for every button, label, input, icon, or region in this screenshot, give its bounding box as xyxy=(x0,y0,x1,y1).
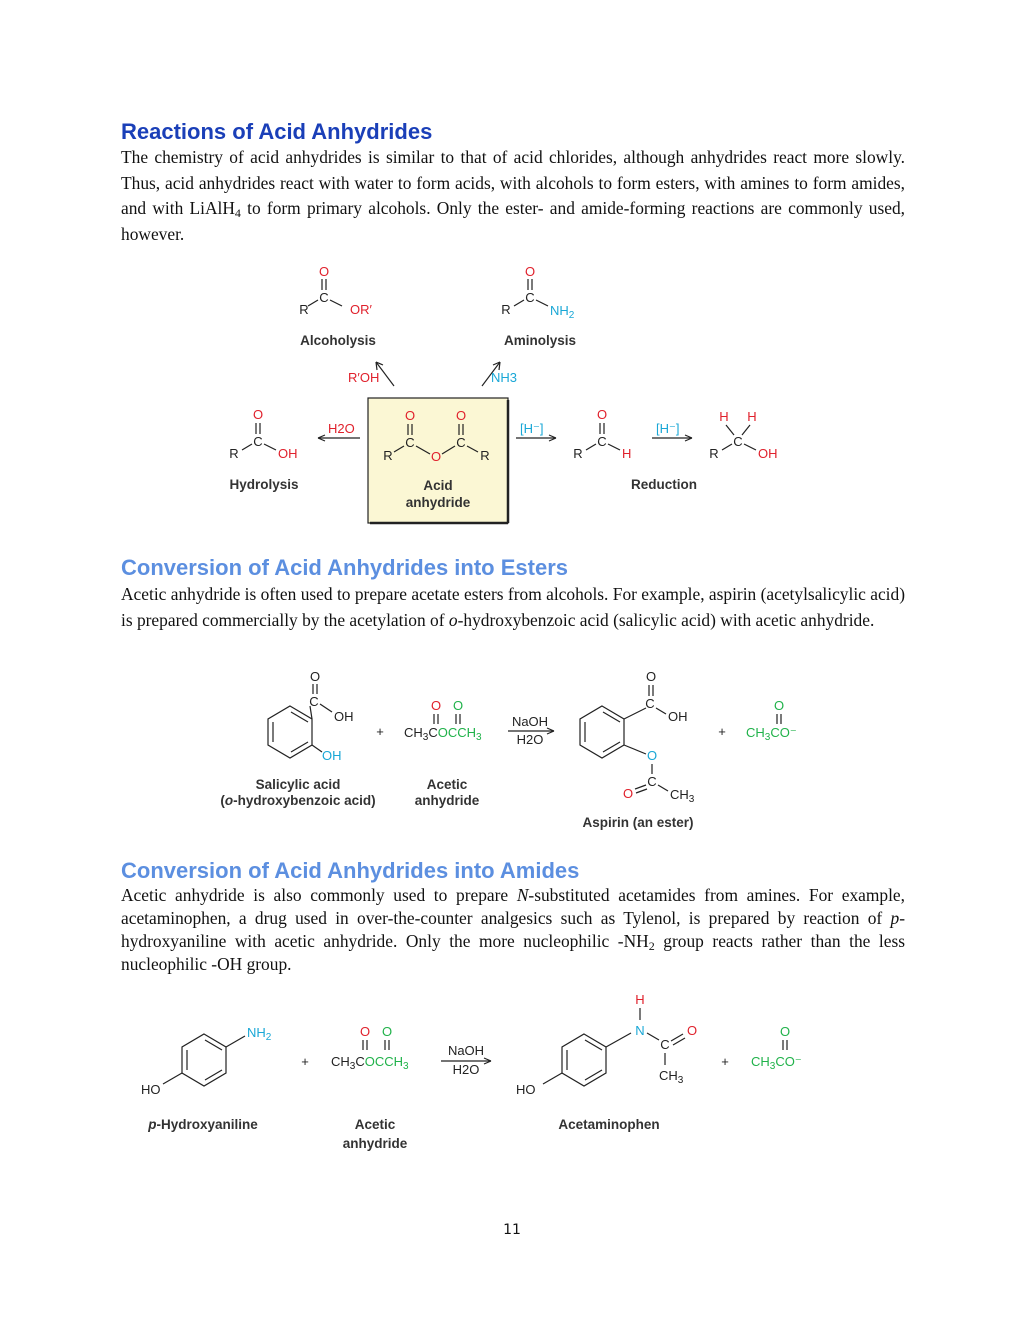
svg-text:R: R xyxy=(480,448,490,463)
svg-text:CH3COCCH3: $CH_3COCCH_3$ xyxy=(404,725,482,743)
italic-p: p xyxy=(890,908,900,928)
subscript: 2 xyxy=(648,939,655,953)
label-acid: Acid xyxy=(423,478,453,493)
acetaminophen-structure xyxy=(516,992,697,1097)
reagent-hydride-2: [H⁻] xyxy=(656,421,680,436)
svg-text:OH: OH xyxy=(322,748,342,763)
svg-text:O: O xyxy=(318,264,330,279)
svg-text:C: C xyxy=(647,774,657,789)
section-esters xyxy=(121,555,905,633)
acetate-structure xyxy=(746,698,797,743)
svg-text:H: H xyxy=(719,409,729,424)
section-amides xyxy=(121,858,905,976)
scheme-aspirin xyxy=(210,668,820,838)
svg-text:O: O xyxy=(309,669,321,684)
text: The chemistry of acid anhydrides is similar to that of acid chlorides, although anhydrides react more slowly. Thus, acid anhydrides react with water to form acids, with alcohols to form esters, with amines to form amides, and with LiAlH xyxy=(121,147,905,218)
paragraph-reactions xyxy=(121,145,905,247)
reagent-nh3: NH3 xyxy=(491,370,518,385)
svg-text:OH: OH xyxy=(334,709,354,724)
paragraph-amides xyxy=(121,884,905,976)
svg-text:OH: OH xyxy=(758,446,778,461)
label-acetic: Acetic xyxy=(426,777,468,792)
svg-text:O: O xyxy=(430,698,442,713)
aldehyde-structure xyxy=(573,407,631,461)
svg-text:OH: OH xyxy=(278,446,298,461)
svg-text:R: R xyxy=(299,302,309,317)
label-aspirin: Aspirin (an ester) xyxy=(582,815,694,830)
svg-text:NH2: $NH_2$ xyxy=(550,303,575,321)
svg-text:O: O xyxy=(622,786,634,801)
reagent-naoh: NaOH xyxy=(447,1043,485,1058)
svg-text:C: C xyxy=(309,694,319,709)
acetate-structure xyxy=(751,1024,802,1072)
svg-text:O: O xyxy=(524,264,536,279)
reagent-h2o: H2O xyxy=(328,421,355,436)
label-hydrolysis: Hydrolysis xyxy=(229,477,299,492)
hydroxyaniline-structure xyxy=(141,1025,272,1097)
svg-text:O: O xyxy=(430,449,442,464)
label-acetic: Acetic xyxy=(354,1117,396,1132)
svg-text:R: R xyxy=(501,302,511,317)
paragraph-esters xyxy=(121,581,905,633)
heading-reactions: Reactions of Acid Anhydrides xyxy=(121,119,433,144)
salicylic-acid-structure xyxy=(268,669,354,763)
svg-text:+: + xyxy=(721,1054,729,1069)
text: -hydroxybenzoic acid (salicylic acid) with acetic anhydride. xyxy=(457,610,875,630)
carboxylic-acid-structure xyxy=(229,407,297,461)
page-number: 11 xyxy=(503,1222,521,1238)
aspirin-structure xyxy=(580,669,695,805)
svg-text:O: O xyxy=(596,407,608,422)
reagent-h2o: H2O xyxy=(452,1062,480,1077)
svg-text:O: O xyxy=(452,698,464,713)
text: Acetic anhydride is also commonly used to prepare xyxy=(121,885,517,905)
acetic-anhydride-structure xyxy=(404,698,482,743)
svg-text:C: C xyxy=(645,696,655,711)
label-anhydride: anhydride xyxy=(405,495,471,510)
scheme-anhydride-reactions xyxy=(220,258,800,528)
text: to form primary alcohols. Only the ester- and amide-forming reactions are commonly used, however. xyxy=(121,198,905,244)
alcohol-structure xyxy=(709,409,777,461)
svg-text:CH3: $CH_3$ xyxy=(670,787,695,805)
heading-amides: Conversion of Acid Anhydrides into Amides xyxy=(121,858,580,883)
text: -substituted acetamides from amines. For example, acetaminophen, a drug used in over-the-counter analgesics such as Tylenol, is prepared by reaction of xyxy=(121,885,905,928)
svg-text:N: N xyxy=(635,1023,645,1038)
label-salicylic: Salicylic acid xyxy=(255,777,341,792)
svg-text:C: C xyxy=(733,434,743,449)
label-alcoholysis: Alcoholysis xyxy=(300,333,376,348)
svg-text:NH2: $NH_2$ xyxy=(247,1025,272,1043)
svg-text:R: R xyxy=(709,446,719,461)
text: group reacts rather than the less nucleophilic -OH group. xyxy=(121,931,905,974)
label-reduction: Reduction xyxy=(631,477,697,492)
label-acetic-anhydride: anhydride xyxy=(414,793,480,808)
svg-text:O: O xyxy=(686,1023,698,1038)
svg-text:R: R xyxy=(229,446,239,461)
label-acetaminophen: Acetaminophen xyxy=(558,1117,660,1132)
svg-text:HO: HO xyxy=(141,1082,161,1097)
svg-text:CH3COCCH3: $CH_3COCCH_3$ xyxy=(331,1054,409,1072)
svg-text:OH: OH xyxy=(668,709,688,724)
svg-text:C: C xyxy=(456,435,466,450)
scheme-acetaminophen xyxy=(125,988,825,1158)
label-acetic-anhydride: anhydride xyxy=(342,1136,408,1151)
heading-esters: Conversion of Acid Anhydrides into Esters xyxy=(121,555,568,580)
section-reactions xyxy=(121,119,905,247)
acetic-anhydride-structure xyxy=(331,1024,409,1072)
reagent-h2o: H2O xyxy=(516,732,544,747)
text: -hydroxyaniline with acetic anhydride. Only the more nucleophilic -NH xyxy=(121,908,905,951)
svg-text:O: O xyxy=(252,407,264,422)
svg-text:R: R xyxy=(573,446,583,461)
svg-text:O: O xyxy=(779,1024,791,1039)
svg-text:H: H xyxy=(622,446,632,461)
svg-text:HO: HO xyxy=(516,1082,536,1097)
svg-text:O: O xyxy=(645,669,657,684)
svg-text:O: O xyxy=(404,408,416,423)
label-hydroxyaniline: p-Hydroxyaniline xyxy=(148,1117,258,1132)
svg-text:+: + xyxy=(376,724,384,739)
svg-text:C: C xyxy=(405,435,415,450)
italic-o: o xyxy=(448,610,458,630)
svg-text:C: C xyxy=(597,434,607,449)
svg-text:CH3CO⁻: $CH_3CO^-$ xyxy=(751,1054,802,1072)
svg-text:OR′: OR′ xyxy=(350,302,372,317)
svg-text:O: O xyxy=(381,1024,393,1039)
svg-text:C: C xyxy=(525,290,535,305)
italic-n: N xyxy=(516,885,529,905)
svg-text:C: C xyxy=(660,1037,670,1052)
svg-text:C: C xyxy=(319,290,329,305)
svg-text:H: H xyxy=(747,409,757,424)
amide-structure xyxy=(501,264,574,321)
svg-text:+: + xyxy=(301,1054,309,1069)
text: Acetic anhydride is often used to prepare acetate esters from alcohols. For example, aspirin (acetylsalicylic acid) is prepared commercially by the acetylation of xyxy=(121,584,905,630)
svg-text:+: + xyxy=(718,724,726,739)
label-salicylic-sub: (o-hydroxybenzoic acid) xyxy=(220,793,376,808)
svg-text:R: R xyxy=(383,448,393,463)
subscript: 4 xyxy=(234,206,241,220)
svg-text:O: O xyxy=(773,698,785,713)
ester-structure xyxy=(299,264,372,317)
svg-text:CH3CO⁻: $CH_3CO^-$ xyxy=(746,725,797,743)
svg-text:H: H xyxy=(635,992,645,1007)
reagent-naoh: NaOH xyxy=(511,714,549,729)
svg-text:O: O xyxy=(455,408,467,423)
reagent-hydride-1: [H⁻] xyxy=(520,421,544,436)
svg-text:O: O xyxy=(646,748,658,763)
reagent-roh: R′OH xyxy=(348,370,380,385)
svg-text:O: O xyxy=(359,1024,371,1039)
svg-text:C: C xyxy=(253,434,263,449)
svg-text:CH3: $CH_3$ xyxy=(659,1068,684,1086)
label-aminolysis: Aminolysis xyxy=(503,333,577,348)
